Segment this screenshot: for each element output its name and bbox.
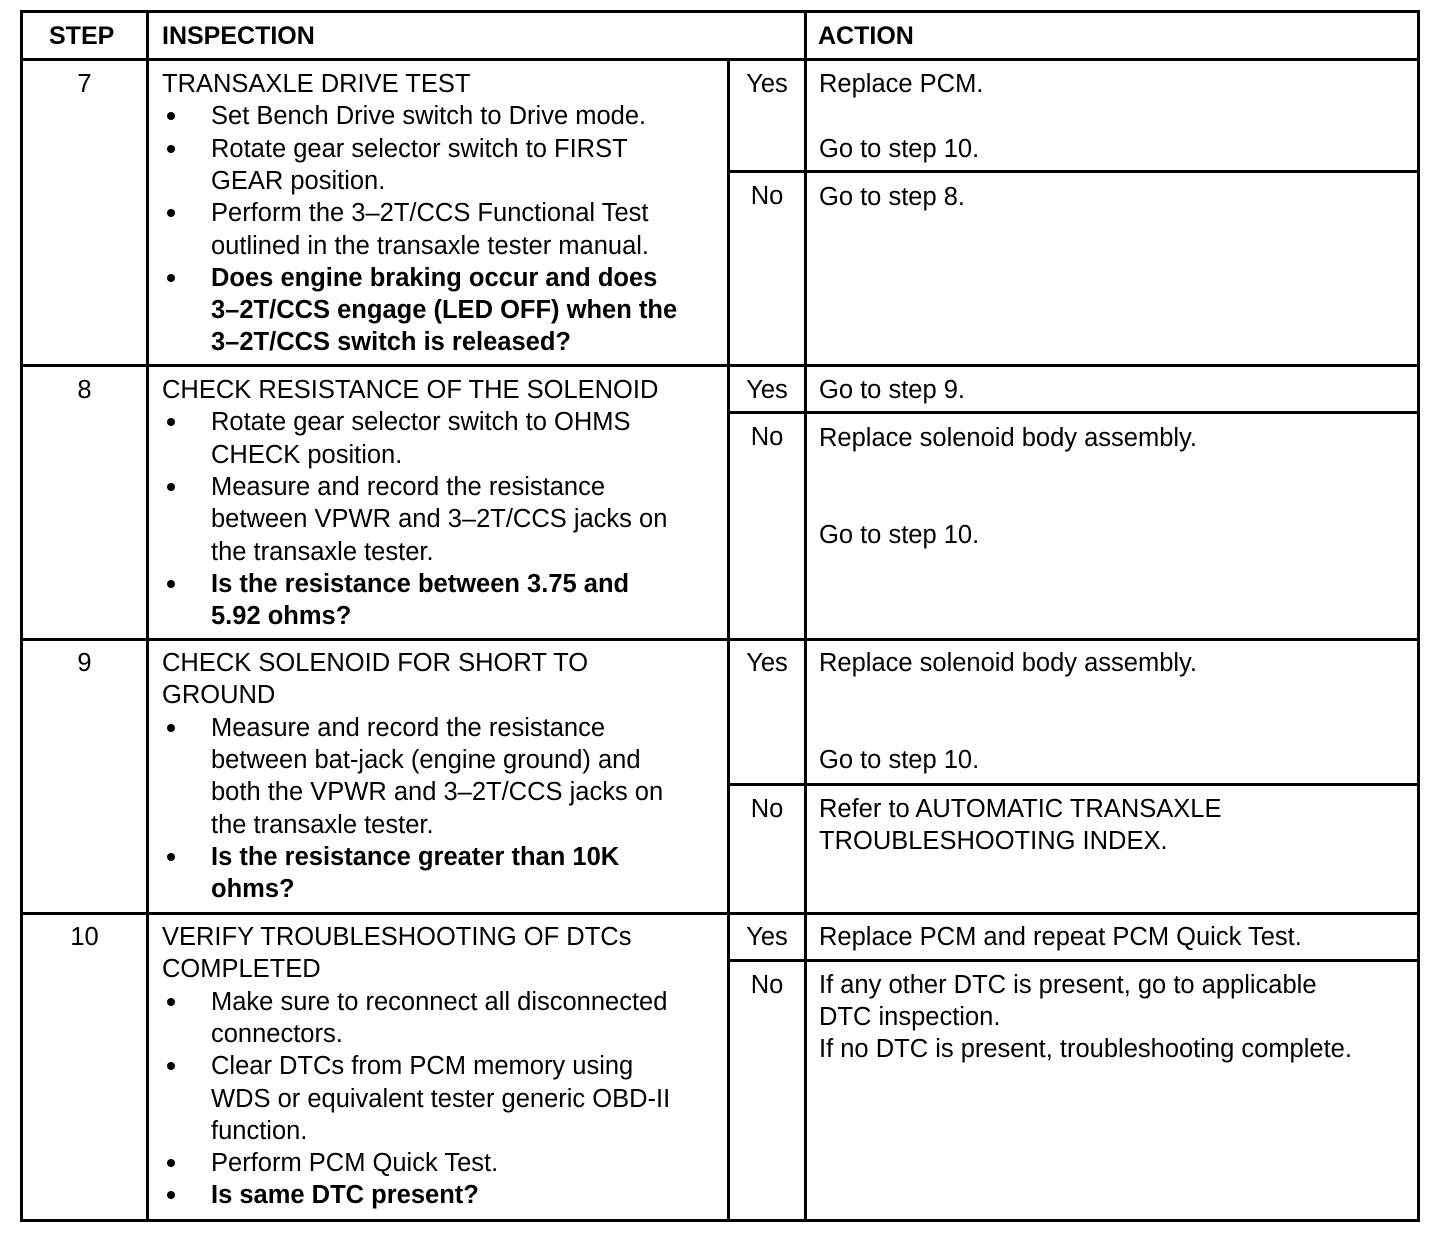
table-right-border bbox=[1417, 10, 1420, 1221]
bullet-dot-icon bbox=[167, 580, 175, 588]
no-label: No bbox=[750, 423, 784, 451]
inspection-question: 5.92 ohms? bbox=[211, 602, 352, 631]
table-top-border bbox=[20, 10, 1420, 13]
no-action: TROUBLESHOOTING INDEX. bbox=[819, 827, 1168, 855]
inspection-bullet-text: Rotate gear selector switch to OHMS bbox=[211, 408, 631, 437]
inspection-bullet-text: Perform the 3–2T/CCS Functional Test bbox=[211, 199, 649, 228]
bullet-dot-icon bbox=[167, 112, 175, 120]
no-action: Go to step 10. bbox=[819, 521, 980, 549]
bullet-dot-icon bbox=[167, 483, 175, 491]
bullet-dot-icon bbox=[167, 209, 175, 217]
no-action: Refer to AUTOMATIC TRANSAXLE bbox=[819, 795, 1222, 823]
yes-no-divider bbox=[728, 783, 1420, 786]
inspection-bullet-text: both the VPWR and 3–2T/CCS jacks on bbox=[211, 778, 664, 807]
yes-action: Replace PCM and repeat PCM Quick Test. bbox=[819, 923, 1302, 951]
bullet-dot-icon bbox=[167, 145, 175, 153]
yes-action: Go to step 10. bbox=[819, 746, 980, 774]
inspection-bullet-text: Make sure to reconnect all disconnected bbox=[211, 987, 668, 1016]
inspection-bullet-text: WDS or equivalent tester generic OBD-II bbox=[211, 1084, 671, 1113]
bullet-dot-icon bbox=[167, 418, 175, 426]
no-label: No bbox=[750, 795, 784, 823]
inspection-bullet-text: outlined in the transaxle tester manual. bbox=[211, 231, 650, 260]
inspection-title: VERIFY TROUBLESHOOTING OF DTCs bbox=[162, 923, 632, 951]
yes-action: Go to step 10. bbox=[819, 135, 980, 163]
inspection-bullet-text: GEAR position. bbox=[211, 166, 386, 195]
no-label: No bbox=[750, 971, 784, 999]
inspection-bullet-text: connectors. bbox=[211, 1019, 343, 1048]
inspection-bullet-text: the transaxle tester. bbox=[211, 810, 434, 839]
step-number: 8 bbox=[77, 376, 92, 404]
inspection-title: CHECK RESISTANCE OF THE SOLENOID bbox=[162, 376, 659, 404]
no-action: If no DTC is present, troubleshooting complete. bbox=[819, 1035, 1352, 1063]
yes-action: Replace PCM. bbox=[819, 70, 984, 98]
inspection-bullet-text: Set Bench Drive switch to Drive mode. bbox=[211, 102, 647, 131]
inspection-title: COMPLETED bbox=[162, 955, 321, 984]
no-action: Replace solenoid body assembly. bbox=[819, 424, 1197, 452]
row-divider bbox=[20, 912, 1420, 915]
step-number: 9 bbox=[77, 649, 92, 677]
inspection-bullet-text: Rotate gear selector switch to FIRST bbox=[211, 134, 628, 163]
inspection-bullet-text: the transaxle tester. bbox=[211, 537, 434, 566]
bullet-dot-icon bbox=[167, 1159, 175, 1167]
yes-label: Yes bbox=[746, 70, 788, 98]
inspection-question: 3–2T/CCS switch is released? bbox=[211, 328, 571, 357]
inspection-question: Is the resistance greater than 10K bbox=[211, 842, 620, 871]
inspection-bullet-text: between VPWR and 3–2T/CCS jacks on bbox=[211, 505, 668, 534]
row-divider bbox=[20, 638, 1420, 641]
table-bottom-border bbox=[20, 1219, 1420, 1222]
header-inspection: INSPECTION bbox=[162, 22, 315, 50]
inspection-question: Is the resistance between 3.75 and bbox=[211, 569, 630, 598]
bullet-dot-icon bbox=[167, 998, 175, 1006]
header-step: STEP bbox=[49, 22, 115, 50]
no-action: Go to step 8. bbox=[819, 183, 966, 211]
step-number: 7 bbox=[77, 70, 92, 98]
yes-label: Yes bbox=[746, 376, 788, 404]
inspection-title: CHECK SOLENOID FOR SHORT TO bbox=[162, 649, 589, 677]
yes-no-divider bbox=[728, 170, 1420, 173]
yes-label: Yes bbox=[746, 923, 788, 951]
header-action: ACTION bbox=[818, 22, 914, 50]
table-left-border bbox=[20, 10, 23, 1221]
inspection-bullet-text: Measure and record the resistance bbox=[211, 713, 606, 742]
bullet-dot-icon bbox=[167, 274, 175, 282]
yes-no-divider bbox=[728, 959, 1420, 962]
inspection-question: Is same DTC present? bbox=[211, 1181, 479, 1210]
inspection-question: 3–2T/CCS engage (LED OFF) when the bbox=[211, 296, 678, 325]
no-action: DTC inspection. bbox=[819, 1003, 1001, 1031]
inspection-question: ohms? bbox=[211, 875, 295, 904]
step-column-divider bbox=[146, 10, 149, 1220]
inspection-question: Does engine braking occur and does bbox=[211, 263, 658, 292]
row-divider bbox=[20, 364, 1420, 367]
yes-no-divider bbox=[728, 411, 1420, 414]
yes-action: Go to step 9. bbox=[819, 376, 966, 404]
inspection-title: GROUND bbox=[162, 681, 276, 710]
yes-action: Replace solenoid body assembly. bbox=[819, 649, 1197, 677]
step-number: 10 bbox=[70, 923, 99, 951]
inspection-bullet-text: function. bbox=[211, 1116, 308, 1145]
bullet-dot-icon bbox=[167, 1191, 175, 1199]
header-divider bbox=[20, 58, 1420, 61]
inspection-title: TRANSAXLE DRIVE TEST bbox=[162, 70, 471, 98]
bullet-dot-icon bbox=[167, 1062, 175, 1070]
inspection-bullet-text: CHECK position. bbox=[211, 440, 403, 469]
inspection-bullet-text: Perform PCM Quick Test. bbox=[211, 1149, 499, 1178]
bullet-dot-icon bbox=[167, 724, 175, 732]
inspection-bullet-text: Clear DTCs from PCM memory using bbox=[211, 1052, 634, 1081]
yes-label: Yes bbox=[746, 649, 788, 677]
inspection-bullet-text: Measure and record the resistance bbox=[211, 472, 606, 501]
bullet-dot-icon bbox=[167, 853, 175, 861]
no-action: If any other DTC is present, go to applicable bbox=[819, 971, 1317, 999]
inspection-bullet-text: between bat-jack (engine ground) and bbox=[211, 745, 641, 774]
no-label: No bbox=[750, 182, 784, 210]
